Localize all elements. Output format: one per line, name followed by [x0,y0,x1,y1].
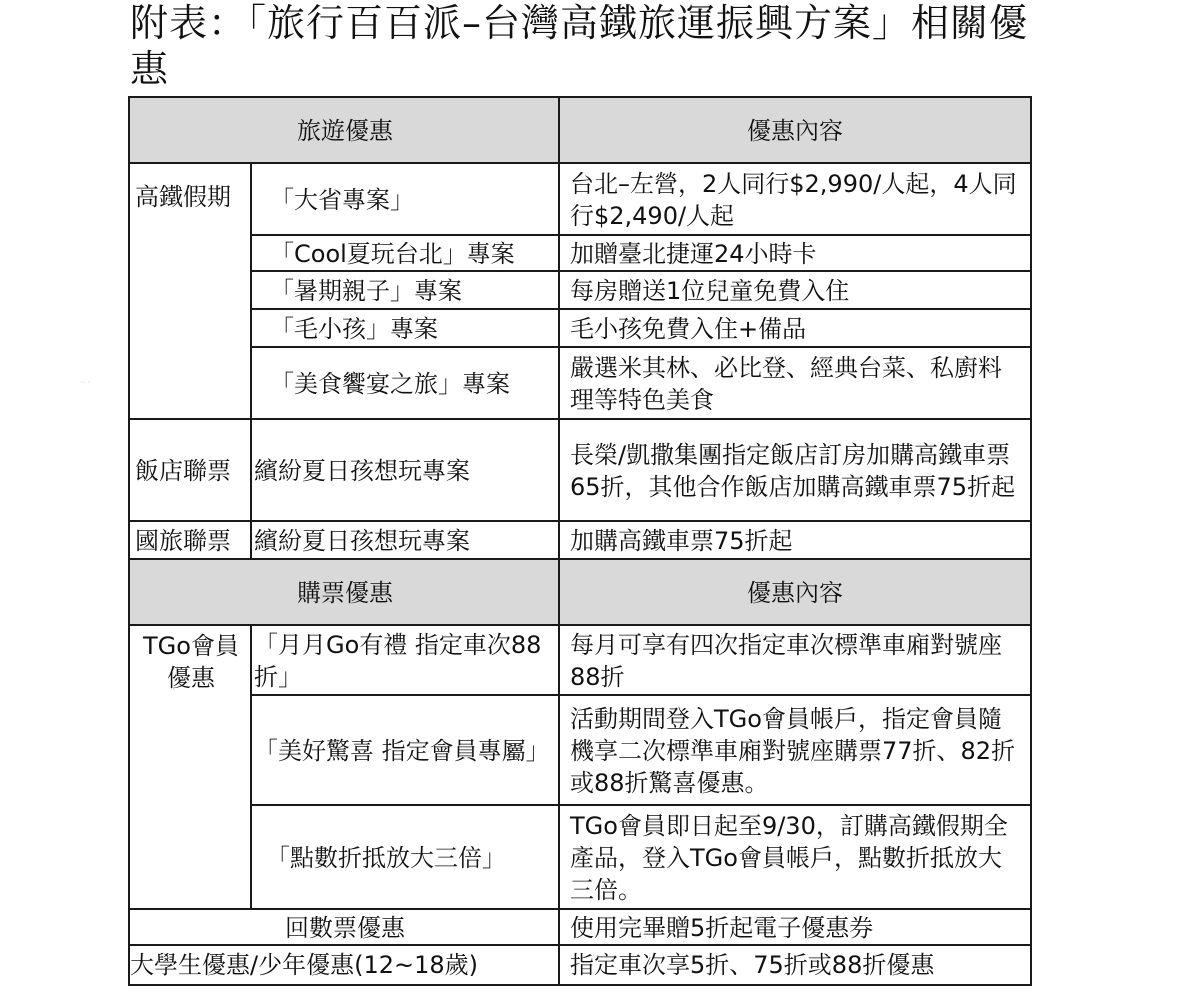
grid-line [130,908,1030,910]
grid-line [558,98,560,984]
grid-line [130,624,1030,626]
plan-cell: 繽紛夏日孩想玩專案 [254,457,470,485]
content-cell: 每房贈送1位兒童免費入住 [570,277,850,305]
content-cell: 加購高鐵車票75折起 [570,527,793,555]
content-cell: 每月可享有四次指定車次標準車廂對號座88折 [570,631,1002,691]
grid-line [250,234,1030,236]
plan-cell: 「點數折抵放大三倍」 [266,844,506,872]
content-cell: TGo會員即日起至9/30，訂購高鐵假期全產品，登入TGo會員帳戶，點數折抵放大三倍。 [570,812,1008,904]
multi-ride-label: 回數票優惠 [285,914,405,942]
group-thsr-holiday: 高鐵假期 [135,183,231,211]
content-cell: 加贈臺北捷運24小時卡 [570,240,817,268]
plan-cell: 「月月Go有禮 指定車次88折」 [254,631,542,691]
grid-line [130,944,1030,946]
content-cell: 台北–左營，2人同行$2,990/人起，4人同行$2,490/人起 [570,170,1017,230]
content-cell: 長榮/凱撒集團指定飯店訂房加購高鐵車票65折，其他合作飯店加購高鐵車票75折起 [570,441,1016,501]
grid-line [130,558,1030,560]
plan-cell: 「毛小孩」專案 [270,315,438,343]
plan-cell: 「美食饗宴之旅」專案 [270,370,510,398]
grid-line [250,346,1030,348]
grid-line [130,162,1030,164]
grid-line [130,418,1030,420]
discount-content-header: 優惠內容 [560,98,1030,164]
document-title: 附表：「旅行百百派–台灣高鐵旅運振興方案」相關優惠 [130,1,1029,91]
group-tgo-member: TGo會員優惠 [143,632,239,692]
travel-discount-header: 旅遊優惠 [130,98,560,164]
scan-mark: ·· · [80,378,91,387]
grid-line [250,164,252,560]
plan-cell: 繽紛夏日孩想玩專案 [254,527,470,555]
content-cell: 嚴選米其林、必比登、經典台菜、私廚料理等特色美食 [570,354,1002,414]
grid-line [250,270,1030,272]
plan-cell: 「Cool夏玩台北」專案 [270,240,515,268]
content-cell: 毛小孩免費入住+備品 [570,315,807,343]
content-cell: 活動期間登入TGo會員帳戶，指定會員隨機享二次標準車廂對號座購票77折、82折或88折驚喜優惠。 [570,705,1016,797]
group-hotel-combo: 飯店聯票 [135,457,231,485]
plan-cell: 「大省專案」 [270,186,414,214]
grid-line [250,308,1030,310]
grid-line [250,694,1030,696]
discount-table [128,96,1032,986]
ticket-discount-header: 購票優惠 [130,560,560,626]
grid-line [250,626,252,910]
content-cell: 指定車次享5折、75折或88折優惠 [570,951,935,979]
group-domestic-combo: 國旅聯票 [135,527,231,555]
content-cell: 使用完畢贈5折起電子優惠券 [570,914,874,942]
grid-line [250,804,1030,806]
plan-cell: 「暑期親子」專案 [270,277,462,305]
plan-cell: 「美好驚喜 指定會員專屬」 [254,737,550,765]
grid-line [130,520,1030,522]
discount-content-header-2: 優惠內容 [560,560,1030,626]
student-discount-label: 大學生優惠/少年優惠(12~18歲) [130,951,478,979]
